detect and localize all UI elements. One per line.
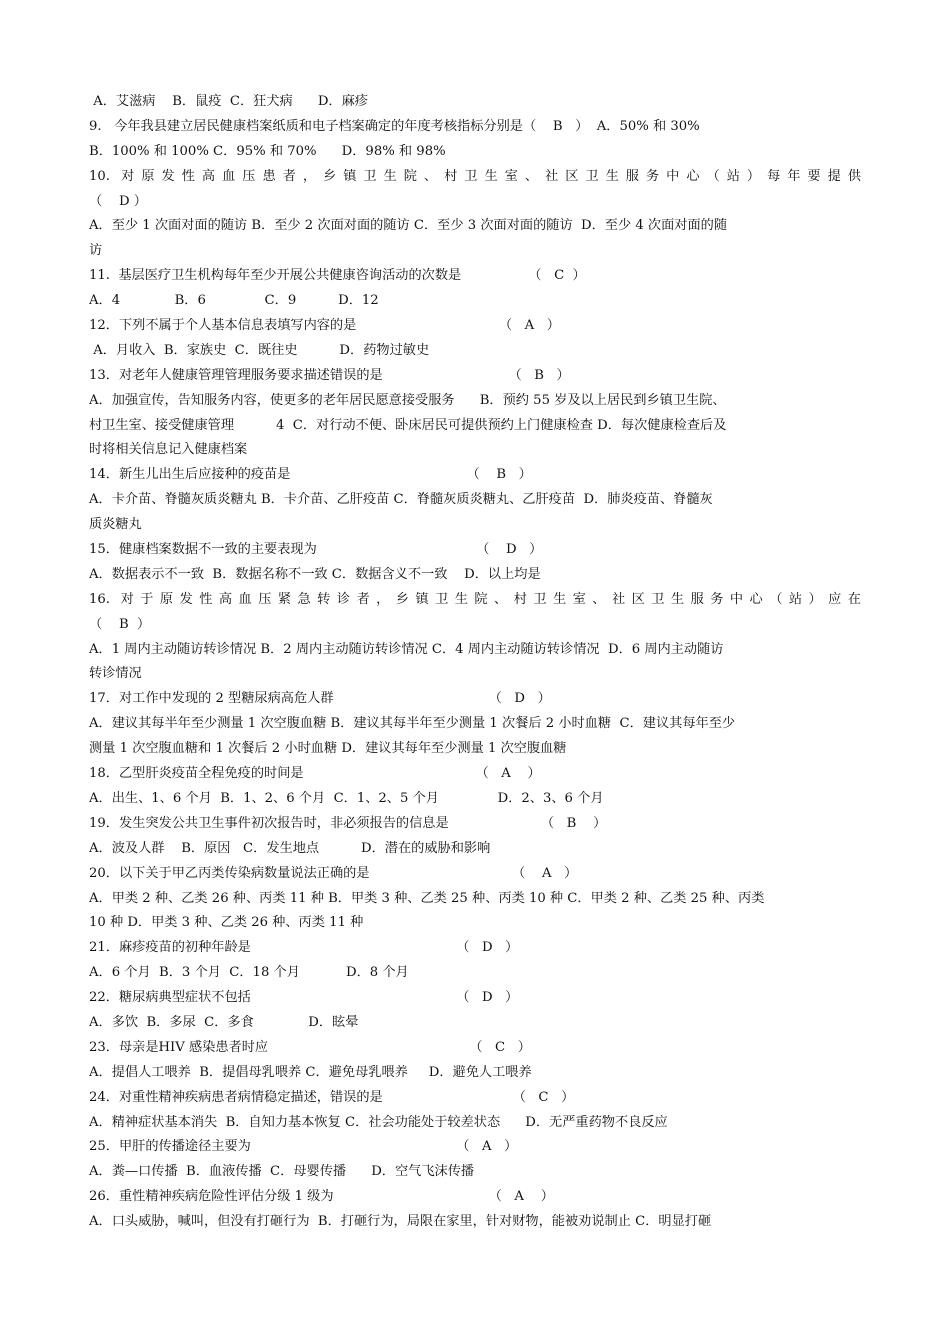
option-line: A．粪—口传播 B．血液传播 C．母婴传播 D．空气飞沫传播 — [89, 1164, 475, 1180]
question-line: 22．糖尿病典型症状不包括 （ D ） — [89, 990, 519, 1006]
option-line: 村卫生室、接受健康管理 4 C．对行动不便、卧床居民可提供预约上门健康检查 D．每次健康检查后及 — [89, 417, 727, 433]
document-page — [89, 90, 861, 1235]
option-line: A．4 B．6 C．9 D．12 — [89, 293, 379, 309]
question-line: 19．发生突发公共卫生事件初次报告时，非必须报告的信息是 （ B ） — [89, 815, 607, 831]
question-line: 17．对工作中发现的 2 型糖尿病高危人群 （ D ） — [89, 691, 551, 707]
question-line: 25．甲肝的传播途径主要为 （ A ） — [89, 1139, 518, 1155]
question-line: 12．下列不属于个人基本信息表填写内容的是 （ A ） — [89, 318, 560, 334]
question-line: 13．对老年人健康管理管理服务要求描述错误的是 （ B ） — [89, 367, 570, 383]
option-line: A．口头威胁，喊叫，但没有打砸行为 B．打砸行为，局限在家里，针对财物，能被劝说制止 C．明显打砸 — [89, 1214, 712, 1230]
option-line: A．艾滋病 B．鼠疫 C．狂犬病 D．麻疹 — [89, 94, 368, 109]
option-line: 质炎糖丸 — [89, 517, 142, 533]
option-line: A．甲类 2 种、乙类 26 种、丙类 11 种 B．甲类 3 种、乙类 25 种、丙类 10 种 C．甲类 2 种、乙类 25 种、丙类 — [89, 890, 765, 906]
option-line: 测量 1 次空腹血糖和 1 次餐后 2 小时血糖 D．建议其每年至少测量 1 次空腹血糖 — [89, 741, 567, 757]
question-line: 23．母亲是HIV 感染患者时应 （ C ） — [89, 1039, 531, 1055]
option-line: 访 — [89, 243, 103, 259]
option-line: A．建议其每半年至少测量 1 次空腹血糖 B．建议其每半年至少测量 1 次餐后 2 小时血糖 C．建议其每年至少 — [89, 716, 736, 732]
option-line: 转诊情况 — [89, 666, 142, 682]
question-line: 11. 基层医疗卫生机构每年至少开展公共健康咨询活动的次数是 （ C ） — [89, 268, 586, 284]
question-line: 9. 今年我县建立居民健康档案纸质和电子档案确定的年度考核指标分别是（ B ） A．50% 和 30% — [89, 118, 700, 134]
option-line: A．至少 1 次面对面的随访 B．至少 2 次面对面的随访 C．至少 3 次面对面的随访 D．至少 4 次面对面的随 — [89, 218, 728, 234]
option-line: A．6 个月 B．3 个月 C．18 个月 D．8 个月 — [89, 965, 409, 981]
option-line: A．卡介苗、脊髓灰质炎糖丸 B．卡介苗、乙肝疫苗 C．脊髓灰质炎糖丸、乙肝疫苗 D．肺炎疫苗、脊髓灰 — [89, 492, 713, 508]
option-line: A．出生、1、6 个月 B．1、2、6 个月 C．1、2、5 个月 D．2、3、6 个月 — [89, 790, 604, 806]
question-line: 21．麻疹疫苗的初种年龄是 （ D ） — [89, 940, 519, 956]
option-line: A．提倡人工喂养 B．提倡母乳喂养 C．避免母乳喂养 D．避免人工喂养 — [89, 1064, 532, 1080]
question-line: 16. 对于原发性高血压紧急转诊者，乡镇卫生院、村卫生室、社区卫生服务中心（站）应在 — [89, 591, 861, 607]
answer-line: （ D ） — [89, 193, 147, 209]
question-line: 14．新生儿出生后应接种的疫苗是 （ B ） — [89, 467, 532, 483]
option-line: A．精神症状基本消失 B．自知力基本恢复 C．社会功能处于较差状态 D．无严重药物不良反应 — [89, 1114, 668, 1130]
option-line: A．多饮 B．多尿 C．多食 D．眩晕 — [89, 1014, 359, 1030]
question-line: 18．乙型肝炎疫苗全程免疫的时间是 （ A ） — [89, 766, 541, 782]
option-line: A．数据表示不一致 B．数据名称不一致 C．数据含义不一致 D．以上均是 — [89, 566, 541, 582]
question-line: 10. 对原发性高血压患者，乡镇卫生院、村卫生室、社区卫生服务中心（站）每年要提供 — [89, 168, 861, 184]
answer-line: （ B ） — [89, 616, 151, 632]
option-line: A．加强宣传，告知服务内容，使更多的老年居民愿意接受服务 B．预约 55 岁及以上居民到乡镇卫生院、 — [89, 392, 726, 408]
question-line: 15．健康档案数据不一致的主要表现为 （ D ） — [89, 542, 543, 558]
option-line: A．1 周内主动随访转诊情况 B．2 周内主动随访转诊情况 C．4 周内主动随访转诊情况 D．6 周内主动随访 — [89, 641, 724, 657]
option-line: 时将相关信息记入健康档案 — [89, 442, 248, 458]
question-line: 26．重性精神疾病危险性评估分级 1 级为 （ A ） — [89, 1189, 554, 1205]
question-line: 24．对重性精神疾病患者病情稳定描述，错误的是 （ C ） — [89, 1089, 575, 1105]
option-line: A．波及人群 B．原因 C．发生地点 D．潜在的威胁和影响 — [89, 840, 491, 856]
option-line: 10 种 D．甲类 3 种、乙类 26 种、丙类 11 种 — [89, 915, 364, 931]
option-line: A．月收入 B．家族史 C．既往史 D．药物过敏史 — [89, 342, 430, 358]
question-line: 20．以下关于甲乙丙类传染病数量说法正确的是 （ A ） — [89, 865, 578, 881]
option-line: B．100% 和 100% C．95% 和 70% D．98% 和 98% — [89, 143, 446, 159]
